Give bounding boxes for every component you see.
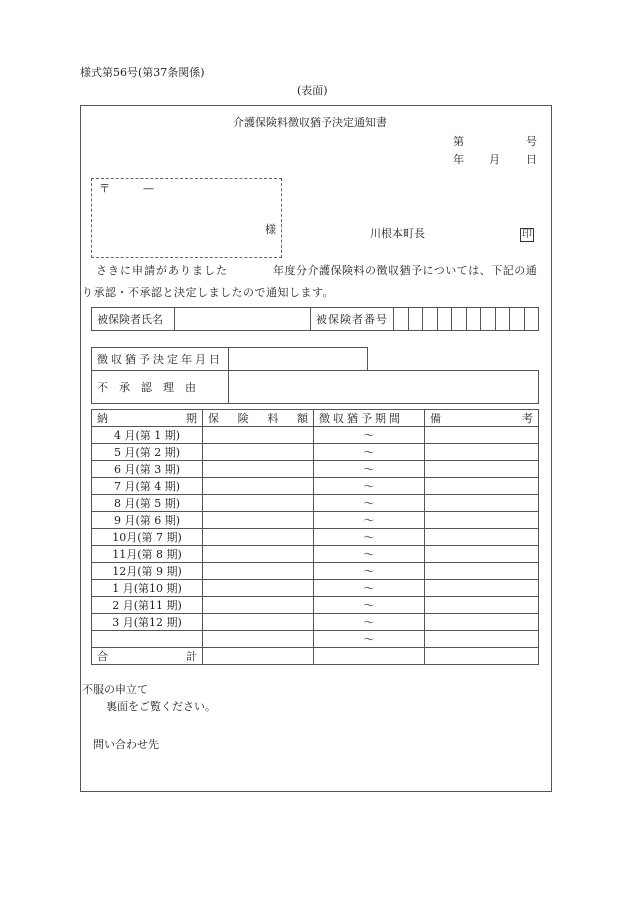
remarks-cell[interactable]	[425, 461, 539, 478]
remarks-cell[interactable]	[425, 512, 539, 529]
period-cell: 2 月(第11 期)	[92, 597, 203, 614]
period-cell: 5 月(第 2 期)	[92, 444, 203, 461]
appeal-text: 裏面をご覧ください。	[106, 700, 216, 713]
amount-cell[interactable]	[203, 563, 314, 580]
table-row	[92, 563, 539, 580]
postal-dash: —	[143, 182, 154, 195]
side-label: (表面)	[297, 84, 328, 97]
header-remarks: 備 考	[430, 412, 533, 425]
amount-cell[interactable]	[203, 444, 314, 461]
date-year: 年	[453, 153, 464, 166]
header-amount: 保 険 料 額	[208, 412, 308, 425]
doc-number-prefix: 第	[453, 135, 464, 148]
decision-date-field[interactable]	[229, 348, 368, 371]
deferral-period-cell[interactable]: ～	[314, 631, 425, 648]
body-text-2: り承認・不承認と決定しましたので通知します。	[82, 286, 335, 299]
deferral-period-cell[interactable]: ～	[314, 580, 425, 597]
document-title: 介護保険料徴収猶予決定通知書	[233, 116, 387, 129]
remarks-cell[interactable]	[425, 563, 539, 580]
deferral-period-cell[interactable]: ～	[314, 444, 425, 461]
table-row	[92, 614, 539, 631]
date-day: 日	[526, 153, 537, 166]
address-box	[91, 178, 282, 258]
reason-label: 不 承 認 理 由	[92, 371, 229, 404]
amount-cell[interactable]	[203, 461, 314, 478]
period-cell: 7 月(第 4 期)	[92, 478, 203, 495]
form-number: 様式第56号(第37条関係)	[80, 66, 205, 79]
period-cell: 4 月(第 1 期)	[92, 427, 203, 444]
period-cell	[92, 631, 203, 648]
digit-box[interactable]	[524, 308, 539, 331]
digit-box[interactable]	[466, 308, 481, 331]
remarks-cell[interactable]	[425, 546, 539, 563]
table-row	[92, 495, 539, 512]
digit-box[interactable]	[394, 308, 409, 331]
decision-table	[91, 347, 539, 404]
total-label: 合 計	[97, 650, 197, 663]
deferral-period-cell[interactable]: ～	[314, 427, 425, 444]
digit-box[interactable]	[423, 308, 438, 331]
table-row	[92, 461, 539, 478]
digit-box[interactable]	[452, 308, 467, 331]
honorific: 様	[265, 223, 276, 236]
remarks-cell[interactable]	[425, 444, 539, 461]
appeal-heading: 不服の申立て	[82, 683, 148, 696]
deferral-period-cell[interactable]: ～	[314, 529, 425, 546]
deferral-period-cell[interactable]: ～	[314, 512, 425, 529]
amount-cell[interactable]	[203, 427, 314, 444]
digit-box[interactable]	[437, 308, 452, 331]
digit-box[interactable]	[481, 308, 496, 331]
amount-cell[interactable]	[203, 597, 314, 614]
table-row	[92, 478, 539, 495]
reason-field[interactable]	[229, 371, 539, 404]
body-text-1a: さきに申請がありました	[96, 264, 228, 277]
table-row	[92, 427, 539, 444]
total-remarks[interactable]	[425, 648, 539, 665]
remarks-cell[interactable]	[425, 529, 539, 546]
deferral-period-cell[interactable]: ～	[314, 461, 425, 478]
table-row	[92, 597, 539, 614]
seal-mark: 印	[522, 229, 532, 240]
deferral-period-cell[interactable]: ～	[314, 597, 425, 614]
insured-number-label: 被保険者番号	[311, 308, 394, 331]
period-cell: 11月(第 8 期)	[92, 546, 203, 563]
decision-date-label: 徴収猶予決定年月日	[92, 348, 229, 371]
deferral-period-cell[interactable]: ～	[314, 614, 425, 631]
remarks-cell[interactable]	[425, 597, 539, 614]
remarks-cell[interactable]	[425, 478, 539, 495]
total-period[interactable]	[314, 648, 425, 665]
body-text-1b: 年度分介護保険料の徴収猶予については、下記の通	[273, 264, 538, 277]
remarks-cell[interactable]	[425, 614, 539, 631]
insured-name-label: 被保険者氏名	[92, 308, 175, 331]
remarks-cell[interactable]	[425, 495, 539, 512]
period-cell: 12月(第 9 期)	[92, 563, 203, 580]
table-row	[92, 529, 539, 546]
period-cell: 10月(第 7 期)	[92, 529, 203, 546]
payment-table	[91, 409, 539, 665]
remarks-cell[interactable]	[425, 631, 539, 648]
digit-box[interactable]	[495, 308, 510, 331]
amount-cell[interactable]	[203, 529, 314, 546]
deferral-period-cell[interactable]: ～	[314, 546, 425, 563]
table-row	[92, 444, 539, 461]
amount-cell[interactable]	[203, 546, 314, 563]
amount-cell[interactable]	[203, 631, 314, 648]
table-row	[92, 580, 539, 597]
remarks-cell[interactable]	[425, 580, 539, 597]
period-cell: 3 月(第12 期)	[92, 614, 203, 631]
amount-cell[interactable]	[203, 614, 314, 631]
amount-cell[interactable]	[203, 512, 314, 529]
header-period: 納 期	[97, 412, 197, 425]
insured-table	[91, 307, 539, 331]
deferral-period-cell[interactable]: ～	[314, 478, 425, 495]
doc-number-suffix: 号	[526, 135, 537, 148]
period-cell: 1 月(第10 期)	[92, 580, 203, 597]
remarks-cell[interactable]	[425, 427, 539, 444]
postal-mark: 〒	[99, 182, 110, 195]
insured-name-field[interactable]	[175, 308, 311, 331]
issuer: 川根本町長	[370, 227, 425, 240]
period-cell: 9 月(第 6 期)	[92, 512, 203, 529]
contact-label: 問い合わせ先	[93, 738, 159, 751]
deferral-period-cell[interactable]: ～	[314, 495, 425, 512]
digit-box[interactable]	[408, 308, 423, 331]
deferral-period-cell[interactable]: ～	[314, 563, 425, 580]
total-amount[interactable]	[203, 648, 314, 665]
period-cell: 6 月(第 3 期)	[92, 461, 203, 478]
date-month: 月	[489, 153, 500, 166]
amount-cell[interactable]	[203, 495, 314, 512]
table-row	[92, 631, 539, 648]
table-row	[92, 512, 539, 529]
digit-box[interactable]	[510, 308, 525, 331]
amount-cell[interactable]	[203, 580, 314, 597]
header-deferral-period: 徴収猶予期間	[314, 410, 425, 427]
table-row	[92, 546, 539, 563]
period-cell: 8 月(第 5 期)	[92, 495, 203, 512]
amount-cell[interactable]	[203, 478, 314, 495]
